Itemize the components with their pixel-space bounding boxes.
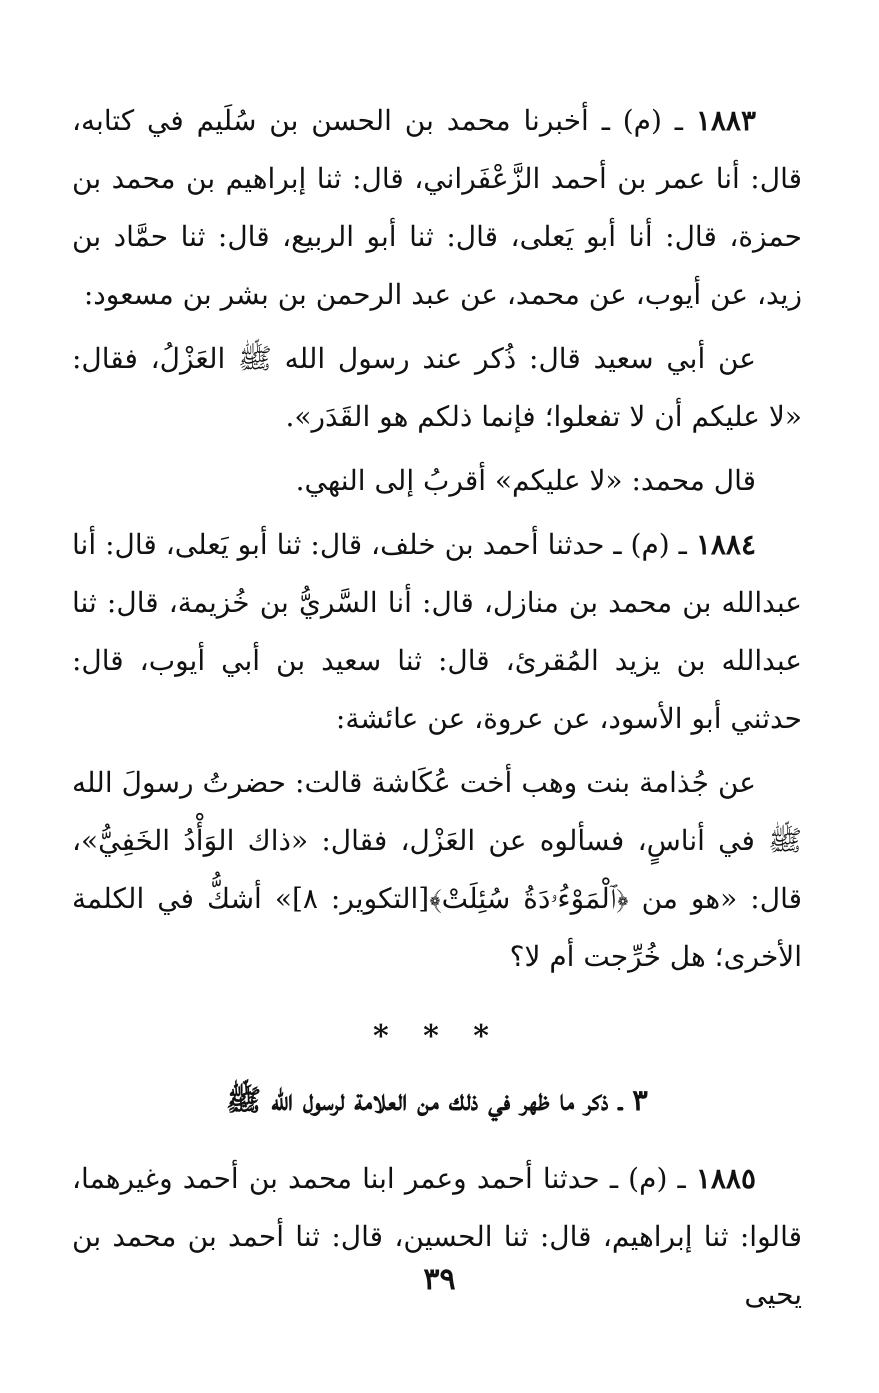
section-heading: ٣ ـ ذكر ما ظهر في ذلك من العلامة لرسول الله ﷺ <box>226 1083 648 1117</box>
hadith-1884-isnad-text: ـ (م) ـ حدثنا أحمد بن خلف، قال: ثنا أبو يَعلى، قال: أنا عبدالله بن محمد بن منازل، قال: أنا السَّريُّ بن خُزيمة، قال: ثنا عبدالله بن يزيد المُقرئ، قال: ثنا سعيد بن أبي أيوب، قال: حدثني أبو الأسود، عن عروة، عن عائشة: <box>72 528 802 735</box>
hadith-1885-isnad <box>72 1150 802 1324</box>
hadith-number-1884: ١٨٨٤ <box>695 528 756 561</box>
hadith-1884-matn: عن جُذامة بنت وهب أخت عُكَاشة قالت: حضرتُ رسولَ الله ﷺ في أناسٍ، فسألوه عن العَزْل، فقال: «ذاك الوَأْدُ الخَفِيُّ»، قال: «هو من ﴿ٱلْمَوْءُۥدَةُ سُئِلَتْ﴾[التكوير: ٨]» أشكُّ في الكلمة الأخرى؛ هل خُرِّجت أم لا؟ <box>72 766 803 973</box>
hadith-1884-isnad <box>72 516 802 748</box>
hadith-1883-isnad <box>72 92 802 324</box>
hadith-number-1885: ١٨٨٥ <box>695 1162 756 1195</box>
hadith-1883-isnad-text: ـ (م) ـ أخبرنا محمد بن الحسن بن سُلَيم في كتابه، قال: أنا عمر بن أحمد الزَّعْفَراني، قال: ثنا إبراهيم بن محمد بن حمزة، قال: أنا أبو يَعلى، قال: ثنا أبو الربيع، قال: ثنا حمَّاد بن زيد، عن أيوب، عن محمد، عن عبد الرحمن بن بشر بن مسعود: <box>72 104 802 311</box>
page-body <box>72 92 802 1330</box>
page-number: ٣٩ <box>423 1262 456 1297</box>
hadith-number-1883: ١٨٨٣ <box>695 104 756 137</box>
hadith-1883-note: قال محمد: «لا عليكم» أقربُ إلى النهي. <box>295 464 756 497</box>
hadith-1883-matn: عن أبي سعيد قال: ذُكر عند رسول الله ﷺ العَزْلُ، فقال: «لا عليكم أن لا تفعلوا؛ فإنما ذلكم هو القَدَر». <box>72 342 802 433</box>
section-separator: * * * <box>373 1019 501 1054</box>
hadith-1885-isnad-text: ـ (م) ـ حدثنا أحمد وعمر ابنا محمد بن أحمد وغيرهما، قالوا: ثنا إبراهيم، قال: ثنا الحسين، قال: ثنا أحمد بن محمد بن يحيى <box>72 1162 802 1311</box>
